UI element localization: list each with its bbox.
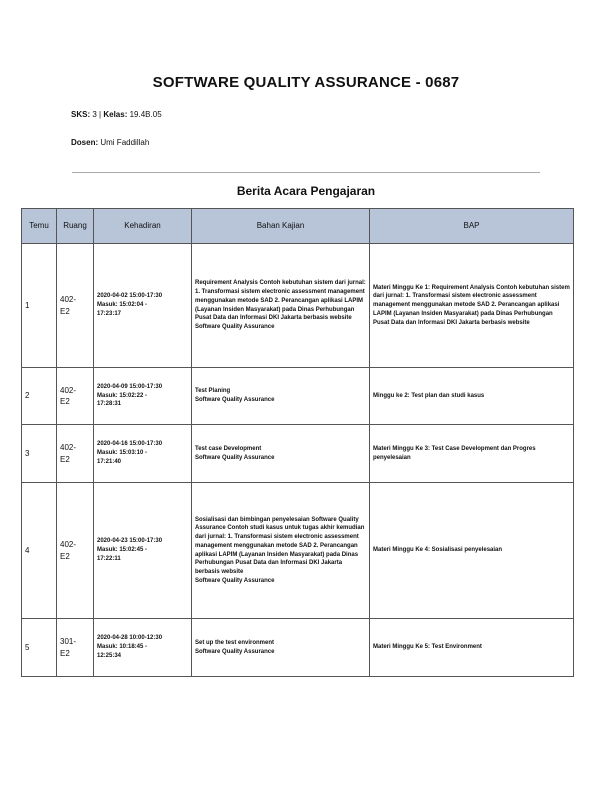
cell-bahan-kajian: Sosialisasi dan bimbingan penyelesaian Software Quality Assurance Contoh studi kasus untuk tugas akhir kemudian dari jurnal: 1. Transformasi sistem electronic assessment management menggunakan metode SAD 2. Perancangan aplikasi LAPIM (Layanan Insiden Masyarakat) pada Dinas Perhubungan Pusat Data dan Informasi DKI Jakarta berbasis website Software Quality Assurance <box>192 483 370 619</box>
cell-ruang: 301- E2 <box>57 619 94 677</box>
section-title: Berita Acara Pengajaran <box>236 184 376 198</box>
bap-table <box>21 208 574 677</box>
kelas-label: Kelas: <box>103 110 128 119</box>
dosen-label: Dosen: <box>71 138 99 147</box>
dosen-value: Umi Faddillah <box>100 138 150 147</box>
cell-kehadiran: 2020-04-28 10:00-12:30 Masuk: 10:18:45 - 12:25:34 <box>94 619 192 677</box>
meta-separator: | <box>99 110 102 119</box>
header-bahan-kajian: Bahan Kajian <box>192 209 370 244</box>
table-header-row <box>22 209 574 244</box>
cell-kehadiran: 2020-04-02 15:00-17:30 Masuk: 15:02:04 - 17:23:17 <box>94 244 192 368</box>
header-bap: BAP <box>370 209 574 244</box>
page-title: SOFTWARE QUALITY ASSURANCE - 0687 <box>152 74 460 91</box>
kelas-value: 19.4B.05 <box>129 110 162 119</box>
cell-bap: Materi Minggu Ke 3: Test Case Development dan Progres penyelesaian <box>370 425 574 483</box>
cell-bap: Materi Minggu Ke 5: Test Environment <box>370 619 574 677</box>
sks-label: SKS: <box>71 110 91 119</box>
cell-ruang: 402- E2 <box>57 244 94 368</box>
course-meta <box>71 110 162 119</box>
cell-temu: 3 <box>22 425 57 483</box>
table-row <box>22 483 574 619</box>
cell-kehadiran: 2020-04-09 15:00-17:30 Masuk: 15:02:22 - 17:28:31 <box>94 368 192 425</box>
header-kehadiran: Kehadiran <box>94 209 192 244</box>
divider <box>72 172 540 173</box>
header-temu: Temu <box>22 209 57 244</box>
table-row <box>22 619 574 677</box>
cell-bap: Minggu ke 2: Test plan dan studi kasus <box>370 368 574 425</box>
cell-bap: Materi Minggu Ke 1: Requirement Analysis Contoh kebutuhan sistem dari jurnal: 1. Transformasi sistem electronic assessment management menggunakan metode SAD 2. Perancangan aplikasi LAPIM (Layanan Insiden Masyarakat) pada Dinas Perhubungan Pusat Data dan Informasi DKI Jakarta berbasis website <box>370 244 574 368</box>
cell-temu: 2 <box>22 368 57 425</box>
cell-bahan-kajian: Test Planing Software Quality Assurance <box>192 368 370 425</box>
cell-bahan-kajian: Set up the test environment Software Quality Assurance <box>192 619 370 677</box>
cell-kehadiran: 2020-04-23 15:00-17:30 Masuk: 15:02:45 - 17:22:11 <box>94 483 192 619</box>
cell-bahan-kajian: Test case Development Software Quality Assurance <box>192 425 370 483</box>
cell-bap: Materi Minggu Ke 4: Sosialisasi penyelesaian <box>370 483 574 619</box>
cell-temu: 4 <box>22 483 57 619</box>
sks-value: 3 <box>92 110 97 119</box>
cell-kehadiran: 2020-04-16 15:00-17:30 Masuk: 15:03:10 - 17:21:40 <box>94 425 192 483</box>
header-ruang: Ruang <box>57 209 94 244</box>
table-row <box>22 244 574 368</box>
table-row <box>22 368 574 425</box>
cell-ruang: 402- E2 <box>57 425 94 483</box>
cell-ruang: 402- E2 <box>57 483 94 619</box>
lecturer-meta <box>71 138 149 147</box>
cell-temu: 5 <box>22 619 57 677</box>
cell-temu: 1 <box>22 244 57 368</box>
cell-ruang: 402- E2 <box>57 368 94 425</box>
cell-bahan-kajian: Requirement Analysis Contoh kebutuhan sistem dari jurnal: 1. Transformasi sistem electronic assessment management menggunakan metode SAD 2. Perancangan aplikasi LAPIM (Layanan Insiden Masyarakat) pada Dinas Perhubungan Pusat Data dan Informasi DKI Jakarta berbasis website Software Quality Assurance <box>192 244 370 368</box>
table-row <box>22 425 574 483</box>
